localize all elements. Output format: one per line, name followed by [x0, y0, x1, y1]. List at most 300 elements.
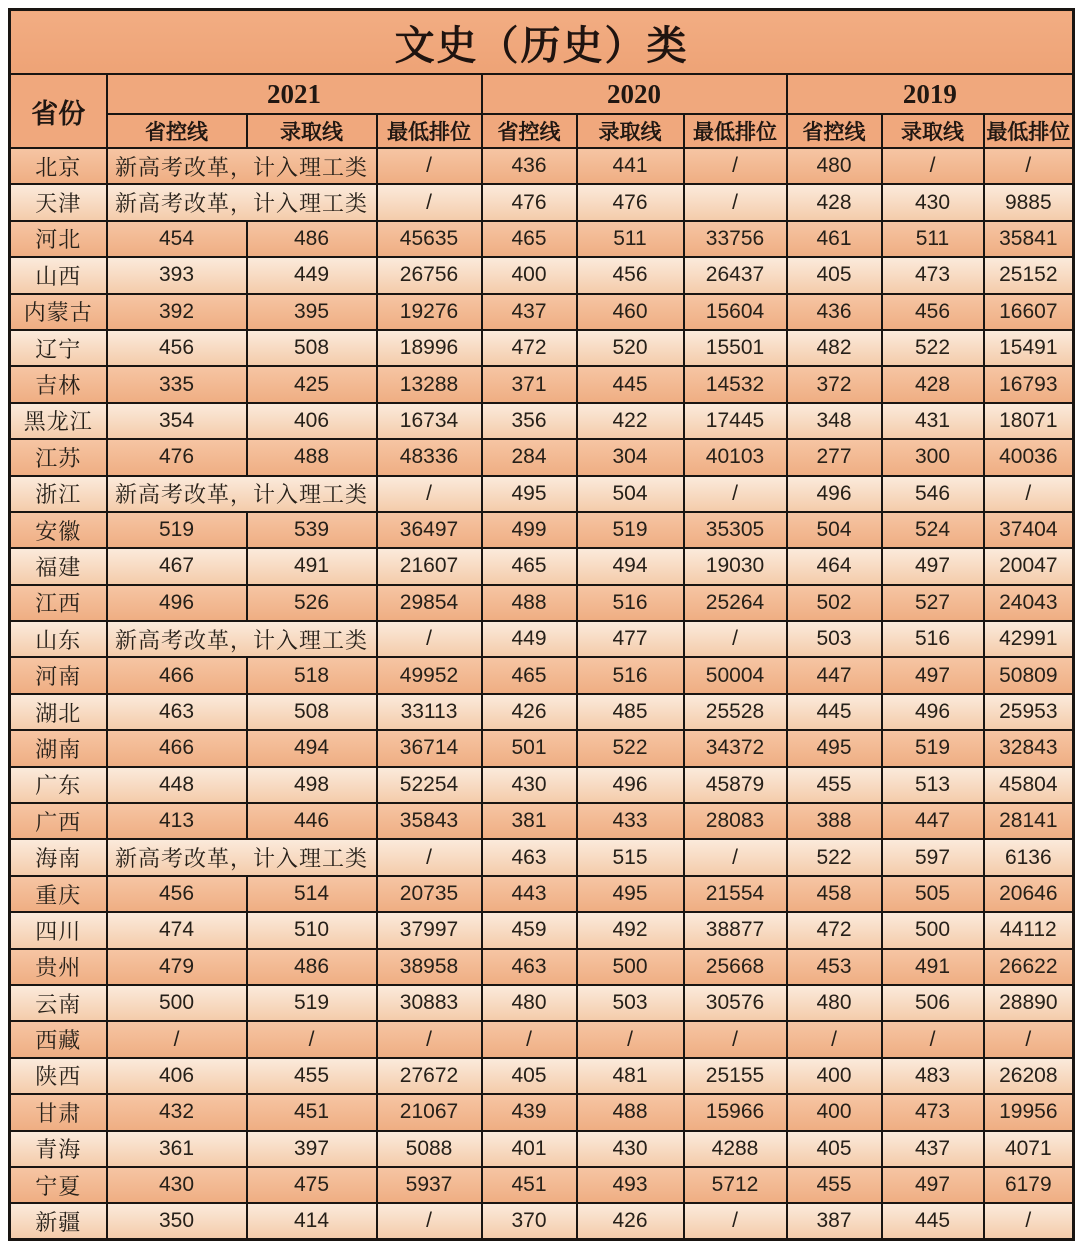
value-cell: 387: [787, 1203, 882, 1239]
value-cell: 466: [107, 657, 247, 693]
value-cell: 19030: [684, 548, 787, 584]
province-cell: 辽宁: [10, 330, 107, 366]
table-row: [10, 985, 1074, 1021]
value-cell: /: [882, 148, 984, 184]
table-row: [10, 1021, 1074, 1057]
value-cell: 449: [247, 257, 377, 293]
value-cell: 508: [247, 330, 377, 366]
province-cell: 河北: [10, 221, 107, 257]
value-cell: 466: [107, 730, 247, 766]
value-cell: 45635: [377, 221, 482, 257]
value-cell: 546: [882, 476, 984, 512]
value-cell: /: [377, 148, 482, 184]
province-cell: 贵州: [10, 949, 107, 985]
value-cell: 405: [787, 1131, 882, 1167]
value-cell: 491: [247, 548, 377, 584]
value-cell: 502: [787, 585, 882, 621]
table-row: [10, 621, 1074, 657]
value-cell: /: [377, 839, 482, 875]
value-cell: 426: [577, 1203, 684, 1239]
province-cell: 陕西: [10, 1058, 107, 1094]
value-cell: 456: [882, 294, 984, 330]
value-cell: 372: [787, 366, 882, 402]
province-cell: 宁夏: [10, 1167, 107, 1203]
table-row: [10, 1058, 1074, 1094]
value-cell: 29854: [377, 585, 482, 621]
value-cell: 458: [787, 876, 882, 912]
table-row: [10, 876, 1074, 912]
value-cell: 446: [247, 803, 377, 839]
column-header-admission-line: 录取线: [247, 114, 377, 148]
value-cell: 455: [787, 1167, 882, 1203]
value-cell: 503: [787, 621, 882, 657]
value-cell: 33113: [377, 694, 482, 730]
value-cell: 38877: [684, 912, 787, 948]
value-cell: 413: [107, 803, 247, 839]
value-cell: 24043: [984, 585, 1074, 621]
value-cell: 25953: [984, 694, 1074, 730]
value-cell: 32843: [984, 730, 1074, 766]
province-cell: 湖北: [10, 694, 107, 730]
value-cell: 473: [882, 257, 984, 293]
value-cell: 516: [577, 585, 684, 621]
value-cell: 13288: [377, 366, 482, 402]
province-cell: 甘肃: [10, 1094, 107, 1130]
value-cell: 436: [482, 148, 577, 184]
value-cell: 456: [107, 876, 247, 912]
value-cell: 40103: [684, 439, 787, 475]
value-cell: 20646: [984, 876, 1074, 912]
table-row: [10, 221, 1074, 257]
value-cell: 494: [577, 548, 684, 584]
reform-note-cell: 新高考改革，计入理工类: [107, 476, 377, 512]
value-cell: 300: [882, 439, 984, 475]
value-cell: 49952: [377, 657, 482, 693]
column-header-year-2021: 2021: [107, 74, 482, 114]
value-cell: 493: [577, 1167, 684, 1203]
value-cell: 504: [787, 512, 882, 548]
value-cell: 597: [882, 839, 984, 875]
value-cell: 449: [482, 621, 577, 657]
value-cell: 284: [482, 439, 577, 475]
province-cell: 山东: [10, 621, 107, 657]
value-cell: 304: [577, 439, 684, 475]
value-cell: 42991: [984, 621, 1074, 657]
value-cell: 480: [787, 148, 882, 184]
value-cell: 25264: [684, 585, 787, 621]
value-cell: 350: [107, 1203, 247, 1239]
value-cell: 499: [482, 512, 577, 548]
value-cell: 406: [247, 403, 377, 439]
value-cell: 486: [247, 221, 377, 257]
value-cell: 491: [882, 949, 984, 985]
value-cell: 485: [577, 694, 684, 730]
value-cell: 277: [787, 439, 882, 475]
value-cell: 26208: [984, 1058, 1074, 1094]
value-cell: 19276: [377, 294, 482, 330]
value-cell: 477: [577, 621, 684, 657]
table-row: [10, 803, 1074, 839]
table-row: [10, 730, 1074, 766]
province-cell: 重庆: [10, 876, 107, 912]
value-cell: 443: [482, 876, 577, 912]
value-cell: 511: [577, 221, 684, 257]
value-cell: 482: [787, 330, 882, 366]
value-cell: 48336: [377, 439, 482, 475]
value-cell: 35841: [984, 221, 1074, 257]
value-cell: 500: [107, 985, 247, 1021]
value-cell: 519: [107, 512, 247, 548]
province-cell: 安徽: [10, 512, 107, 548]
value-cell: 405: [787, 257, 882, 293]
value-cell: 392: [107, 294, 247, 330]
value-cell: 496: [107, 585, 247, 621]
column-header-control-line: 省控线: [107, 114, 247, 148]
column-header-lowest-rank: 最低排位: [984, 114, 1074, 148]
province-cell: 河南: [10, 657, 107, 693]
value-cell: 50004: [684, 657, 787, 693]
value-cell: 15491: [984, 330, 1074, 366]
column-header-lowest-rank: 最低排位: [684, 114, 787, 148]
value-cell: 486: [247, 949, 377, 985]
value-cell: 393: [107, 257, 247, 293]
value-cell: 479: [107, 949, 247, 985]
title-row: [10, 10, 1074, 75]
value-cell: 465: [482, 221, 577, 257]
value-cell: 439: [482, 1094, 577, 1130]
province-cell: 江苏: [10, 439, 107, 475]
table-row: [10, 1131, 1074, 1167]
province-cell: 青海: [10, 1131, 107, 1167]
value-cell: /: [684, 621, 787, 657]
value-cell: 430: [882, 184, 984, 220]
value-cell: /: [684, 1203, 787, 1239]
province-cell: 广西: [10, 803, 107, 839]
value-cell: 18071: [984, 403, 1074, 439]
column-header-province: 省份: [10, 74, 107, 148]
value-cell: 475: [247, 1167, 377, 1203]
table-row: [10, 839, 1074, 875]
value-cell: 40036: [984, 439, 1074, 475]
value-cell: 503: [577, 985, 684, 1021]
value-cell: 455: [247, 1058, 377, 1094]
value-cell: 516: [577, 657, 684, 693]
column-header-year-2020: 2020: [482, 74, 787, 114]
table-row: [10, 294, 1074, 330]
value-cell: 481: [577, 1058, 684, 1094]
value-cell: 448: [107, 767, 247, 803]
province-cell: 四川: [10, 912, 107, 948]
province-cell: 内蒙古: [10, 294, 107, 330]
table-row: [10, 366, 1074, 402]
value-cell: 506: [882, 985, 984, 1021]
value-cell: 15501: [684, 330, 787, 366]
value-cell: /: [984, 148, 1074, 184]
value-cell: 30576: [684, 985, 787, 1021]
value-cell: 401: [482, 1131, 577, 1167]
table-row: [10, 476, 1074, 512]
value-cell: /: [684, 839, 787, 875]
value-cell: 483: [882, 1058, 984, 1094]
value-cell: 4071: [984, 1131, 1074, 1167]
value-cell: /: [577, 1021, 684, 1057]
province-cell: 黑龙江: [10, 403, 107, 439]
value-cell: 447: [787, 657, 882, 693]
value-cell: 519: [577, 512, 684, 548]
value-cell: /: [684, 1021, 787, 1057]
value-cell: 36714: [377, 730, 482, 766]
value-cell: 474: [107, 912, 247, 948]
value-cell: 428: [882, 366, 984, 402]
value-cell: 371: [482, 366, 577, 402]
province-cell: 福建: [10, 548, 107, 584]
value-cell: 501: [482, 730, 577, 766]
reform-note-cell: 新高考改革，计入理工类: [107, 621, 377, 657]
table-row: [10, 912, 1074, 948]
value-cell: 35305: [684, 512, 787, 548]
value-cell: 5712: [684, 1167, 787, 1203]
value-cell: 425: [247, 366, 377, 402]
value-cell: /: [787, 1021, 882, 1057]
value-cell: 432: [107, 1094, 247, 1130]
value-cell: 496: [577, 767, 684, 803]
value-cell: 459: [482, 912, 577, 948]
value-cell: 406: [107, 1058, 247, 1094]
value-cell: 488: [482, 585, 577, 621]
value-cell: 15604: [684, 294, 787, 330]
value-cell: 433: [577, 803, 684, 839]
table-row: [10, 694, 1074, 730]
value-cell: 460: [577, 294, 684, 330]
table-row: [10, 403, 1074, 439]
value-cell: 463: [107, 694, 247, 730]
value-cell: /: [377, 621, 482, 657]
province-cell: 广东: [10, 767, 107, 803]
value-cell: 16734: [377, 403, 482, 439]
value-cell: 495: [577, 876, 684, 912]
table-row: [10, 184, 1074, 220]
value-cell: 513: [882, 767, 984, 803]
value-cell: 37997: [377, 912, 482, 948]
value-cell: 28083: [684, 803, 787, 839]
value-cell: 447: [882, 803, 984, 839]
value-cell: 515: [577, 839, 684, 875]
value-cell: 45879: [684, 767, 787, 803]
table-row: [10, 657, 1074, 693]
value-cell: 15966: [684, 1094, 787, 1130]
reform-note-cell: 新高考改革，计入理工类: [107, 184, 377, 220]
value-cell: 522: [577, 730, 684, 766]
admission-score-table: [8, 8, 1075, 1241]
value-cell: /: [984, 1021, 1074, 1057]
value-cell: 9885: [984, 184, 1074, 220]
table-row: [10, 767, 1074, 803]
value-cell: 28141: [984, 803, 1074, 839]
value-cell: 6136: [984, 839, 1074, 875]
value-cell: 426: [482, 694, 577, 730]
value-cell: 526: [247, 585, 377, 621]
value-cell: /: [247, 1021, 377, 1057]
value-cell: 37404: [984, 512, 1074, 548]
value-cell: 4288: [684, 1131, 787, 1167]
value-cell: 500: [577, 949, 684, 985]
value-cell: 36497: [377, 512, 482, 548]
value-cell: 400: [787, 1058, 882, 1094]
value-cell: 445: [577, 366, 684, 402]
value-cell: 370: [482, 1203, 577, 1239]
value-cell: /: [377, 476, 482, 512]
value-cell: 436: [787, 294, 882, 330]
value-cell: 495: [482, 476, 577, 512]
value-cell: 522: [882, 330, 984, 366]
value-cell: 461: [787, 221, 882, 257]
value-cell: 25152: [984, 257, 1074, 293]
value-cell: 496: [787, 476, 882, 512]
province-cell: 山西: [10, 257, 107, 293]
value-cell: 361: [107, 1131, 247, 1167]
value-cell: 405: [482, 1058, 577, 1094]
value-cell: 476: [107, 439, 247, 475]
value-cell: 17445: [684, 403, 787, 439]
value-cell: 21607: [377, 548, 482, 584]
value-cell: 6179: [984, 1167, 1074, 1203]
value-cell: 335: [107, 366, 247, 402]
value-cell: 356: [482, 403, 577, 439]
value-cell: 445: [882, 1203, 984, 1239]
value-cell: 34372: [684, 730, 787, 766]
value-cell: 467: [107, 548, 247, 584]
value-cell: 539: [247, 512, 377, 548]
value-cell: 520: [577, 330, 684, 366]
value-cell: 488: [577, 1094, 684, 1130]
value-cell: 414: [247, 1203, 377, 1239]
value-cell: 52254: [377, 767, 482, 803]
province-cell: 天津: [10, 184, 107, 220]
value-cell: /: [377, 1021, 482, 1057]
value-cell: 464: [787, 548, 882, 584]
value-cell: /: [377, 184, 482, 220]
value-cell: 400: [482, 257, 577, 293]
sub-header-row: [10, 114, 1074, 148]
column-header-control-line: 省控线: [787, 114, 882, 148]
value-cell: 511: [882, 221, 984, 257]
value-cell: 516: [882, 621, 984, 657]
value-cell: 26437: [684, 257, 787, 293]
value-cell: 400: [787, 1094, 882, 1130]
province-cell: 新疆: [10, 1203, 107, 1239]
value-cell: 381: [482, 803, 577, 839]
value-cell: 524: [882, 512, 984, 548]
value-cell: 50809: [984, 657, 1074, 693]
value-cell: 456: [107, 330, 247, 366]
province-cell: 北京: [10, 148, 107, 184]
province-cell: 海南: [10, 839, 107, 875]
value-cell: 463: [482, 949, 577, 985]
value-cell: 5088: [377, 1131, 482, 1167]
value-cell: 16793: [984, 366, 1074, 402]
value-cell: 430: [107, 1167, 247, 1203]
value-cell: 445: [787, 694, 882, 730]
value-cell: 505: [882, 876, 984, 912]
value-cell: 38958: [377, 949, 482, 985]
value-cell: 476: [577, 184, 684, 220]
value-cell: /: [107, 1021, 247, 1057]
value-cell: /: [882, 1021, 984, 1057]
value-cell: 497: [882, 657, 984, 693]
value-cell: 453: [787, 949, 882, 985]
value-cell: /: [684, 148, 787, 184]
value-cell: 45804: [984, 767, 1074, 803]
value-cell: 437: [482, 294, 577, 330]
province-cell: 江西: [10, 585, 107, 621]
value-cell: 14532: [684, 366, 787, 402]
table-row: [10, 1094, 1074, 1130]
value-cell: 451: [247, 1094, 377, 1130]
value-cell: 514: [247, 876, 377, 912]
value-cell: 455: [787, 767, 882, 803]
value-cell: 16607: [984, 294, 1074, 330]
value-cell: 5937: [377, 1167, 482, 1203]
value-cell: 33756: [684, 221, 787, 257]
value-cell: 395: [247, 294, 377, 330]
value-cell: 510: [247, 912, 377, 948]
province-cell: 浙江: [10, 476, 107, 512]
province-cell: 湖南: [10, 730, 107, 766]
value-cell: 527: [882, 585, 984, 621]
value-cell: 463: [482, 839, 577, 875]
value-cell: 20735: [377, 876, 482, 912]
value-cell: 454: [107, 221, 247, 257]
value-cell: 456: [577, 257, 684, 293]
table-row: [10, 330, 1074, 366]
province-cell: 云南: [10, 985, 107, 1021]
value-cell: 472: [482, 330, 577, 366]
value-cell: 25528: [684, 694, 787, 730]
value-cell: 44112: [984, 912, 1074, 948]
value-cell: 437: [882, 1131, 984, 1167]
value-cell: 518: [247, 657, 377, 693]
table-row: [10, 1167, 1074, 1203]
value-cell: 497: [882, 1167, 984, 1203]
value-cell: 19956: [984, 1094, 1074, 1130]
value-cell: 465: [482, 657, 577, 693]
province-cell: 吉林: [10, 366, 107, 402]
value-cell: 500: [882, 912, 984, 948]
value-cell: 397: [247, 1131, 377, 1167]
value-cell: 522: [787, 839, 882, 875]
value-cell: /: [377, 1203, 482, 1239]
value-cell: 18996: [377, 330, 482, 366]
value-cell: 497: [882, 548, 984, 584]
table-row: [10, 257, 1074, 293]
value-cell: 431: [882, 403, 984, 439]
value-cell: 30883: [377, 985, 482, 1021]
value-cell: 354: [107, 403, 247, 439]
value-cell: 430: [482, 767, 577, 803]
value-cell: 27672: [377, 1058, 482, 1094]
reform-note-cell: 新高考改革，计入理工类: [107, 148, 377, 184]
year-header-row: [10, 74, 1074, 114]
province-cell: 西藏: [10, 1021, 107, 1057]
value-cell: 508: [247, 694, 377, 730]
value-cell: 472: [787, 912, 882, 948]
value-cell: 504: [577, 476, 684, 512]
value-cell: /: [684, 476, 787, 512]
value-cell: 519: [247, 985, 377, 1021]
value-cell: 480: [787, 985, 882, 1021]
column-header-admission-line: 录取线: [577, 114, 684, 148]
value-cell: 21554: [684, 876, 787, 912]
